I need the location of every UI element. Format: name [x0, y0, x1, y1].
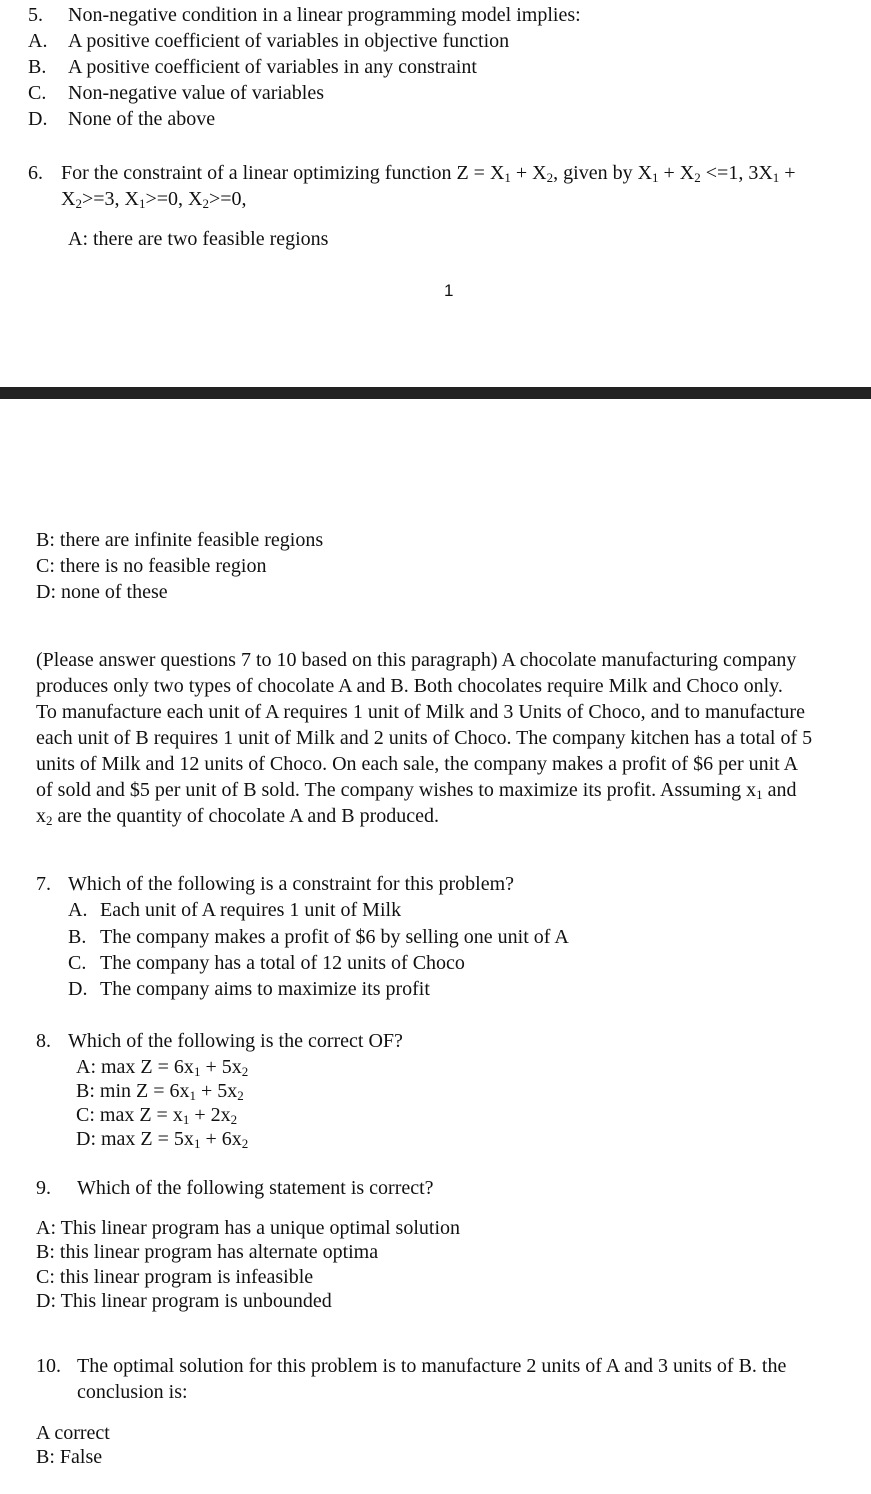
- question-stem: Non-negative condition in a linear programming model implies:: [68, 4, 581, 26]
- subscript: 1: [189, 1088, 197, 1103]
- option-text: C: there is no feasible region: [36, 555, 267, 577]
- subscript: 1: [138, 196, 146, 211]
- page-number: 1: [444, 281, 454, 300]
- subscript: 1: [193, 1064, 201, 1079]
- option-text: A positive coefficient of variables in any constraint: [68, 56, 477, 78]
- subscript: 2: [237, 1088, 244, 1103]
- stem-text: >=0, X: [145, 188, 203, 210]
- paragraph-line: produces only two types of chocolate A and B. Both chocolates require Milk and Choco only.: [36, 675, 783, 697]
- paragraph-line: units of Milk and 12 units of Choco. On each sale, the company makes a profit of $6 per unit A: [36, 753, 799, 775]
- question-number: 7.: [36, 873, 51, 895]
- option-letter: B.: [28, 56, 47, 78]
- option-formula: [76, 1055, 248, 1079]
- question-stem-line-2: [61, 187, 247, 211]
- subscript: 2: [241, 1136, 249, 1151]
- stem-text: , given by X: [553, 162, 653, 184]
- subscript: 2: [241, 1064, 249, 1079]
- paragraph-text: x: [36, 805, 46, 827]
- formula-text: + 6x: [200, 1128, 242, 1150]
- question-stem-line-1: The optimal solution for this problem is to manufacture 2 units of A and 3 units of B. the: [77, 1355, 787, 1377]
- stem-text: >=3, X: [81, 188, 139, 210]
- subscript: 1: [193, 1136, 201, 1151]
- formula-text: + 5x: [196, 1080, 238, 1102]
- paragraph-line: each unit of B requires 1 unit of Milk and 2 units of Choco. The company kitchen has a total of 5: [36, 727, 813, 749]
- subscript: 2: [46, 813, 53, 828]
- stem-text: >=0,: [208, 188, 247, 210]
- option-letter: D.: [68, 978, 88, 1000]
- question-stem-line-1: [61, 161, 796, 185]
- question-stem: Which of the following is the correct OF?: [68, 1030, 403, 1052]
- paragraph-line: (Please answer questions 7 to 10 based on this paragraph) A chocolate manufacturing company: [36, 649, 797, 671]
- option-formula: [76, 1079, 244, 1103]
- option-text: C: this linear program is infeasible: [36, 1266, 314, 1288]
- option-text: B: there are infinite feasible regions: [36, 529, 324, 551]
- option-formula: [76, 1127, 248, 1151]
- option-formula: [76, 1103, 237, 1127]
- question-stem: Which of the following statement is correct?: [77, 1177, 434, 1199]
- option-text: Each unit of A requires 1 unit of Milk: [100, 899, 402, 921]
- subscript: 2: [202, 196, 209, 211]
- formula-text: C: max Z = x: [76, 1104, 183, 1126]
- formula-text: + 2x: [189, 1104, 231, 1126]
- option-letter: B.: [68, 926, 87, 948]
- option-letter: D.: [28, 108, 48, 130]
- formula-text: B: min Z = 6x: [76, 1080, 190, 1102]
- subscript: 2: [230, 1112, 238, 1127]
- question-number: 10.: [36, 1355, 61, 1377]
- option-text: D: none of these: [36, 581, 168, 603]
- stem-text: + X: [658, 162, 695, 184]
- paragraph-line: To manufacture each unit of A requires 1 unit of Milk and 3 Units of Choco, and to manufacture: [36, 701, 805, 723]
- question-number: 6.: [28, 162, 43, 184]
- stem-text: +: [779, 162, 796, 184]
- option-text: A: This linear program has a unique optimal solution: [36, 1217, 461, 1239]
- subscript: 1: [756, 787, 763, 802]
- subscript: 1: [182, 1112, 190, 1127]
- paragraph-text: of sold and $5 per unit of B sold. The company wishes to maximize its profit. Assuming x: [36, 779, 757, 801]
- paragraph-text: and: [762, 779, 797, 801]
- formula-text: D: max Z = 5x: [76, 1128, 194, 1150]
- stem-text: For the constraint of a linear optimizing function Z = X: [61, 162, 505, 184]
- question-number: 5.: [28, 4, 43, 26]
- question-number: 8.: [36, 1030, 51, 1052]
- option-letter: A.: [28, 30, 48, 52]
- subscript: 2: [546, 170, 554, 185]
- stem-text: + X: [510, 162, 547, 184]
- question-stem: Which of the following is a constraint for this problem?: [68, 873, 515, 895]
- stem-text: X: [61, 188, 76, 210]
- option-text: The company makes a profit of $6 by selling one unit of A: [100, 926, 569, 948]
- option-text: A: there are two feasible regions: [68, 228, 329, 250]
- option-text: A positive coefficient of variables in objective function: [68, 30, 510, 52]
- subscript: 1: [652, 170, 659, 185]
- question-stem-line-2: conclusion is:: [77, 1381, 188, 1403]
- paragraph-text: are the quantity of chocolate A and B produced.: [52, 805, 440, 827]
- option-text: B: False: [36, 1446, 103, 1468]
- subscript: 2: [75, 196, 82, 211]
- subscript: 1: [772, 170, 780, 185]
- option-text: None of the above: [68, 108, 216, 130]
- subscript: 2: [694, 170, 701, 185]
- page-break-divider: [0, 387, 871, 399]
- stem-text: <=1, 3X: [700, 162, 773, 184]
- option-text: Non-negative value of variables: [68, 82, 325, 104]
- formula-text: A: max Z = 6x: [76, 1056, 194, 1078]
- subscript: 1: [504, 170, 511, 185]
- option-text: The company aims to maximize its profit: [100, 978, 430, 1000]
- option-text: The company has a total of 12 units of Choco: [100, 952, 465, 974]
- option-text: D: This linear program is unbounded: [36, 1290, 332, 1312]
- option-text: A correct: [36, 1422, 110, 1444]
- paragraph-line: [36, 778, 797, 802]
- option-letter: C.: [68, 952, 87, 974]
- paragraph-line: [36, 804, 439, 828]
- question-number: 9.: [36, 1177, 51, 1199]
- formula-text: + 5x: [200, 1056, 242, 1078]
- option-letter: C.: [28, 82, 47, 104]
- option-letter: A.: [68, 899, 88, 921]
- option-text: B: this linear program has alternate optima: [36, 1241, 379, 1263]
